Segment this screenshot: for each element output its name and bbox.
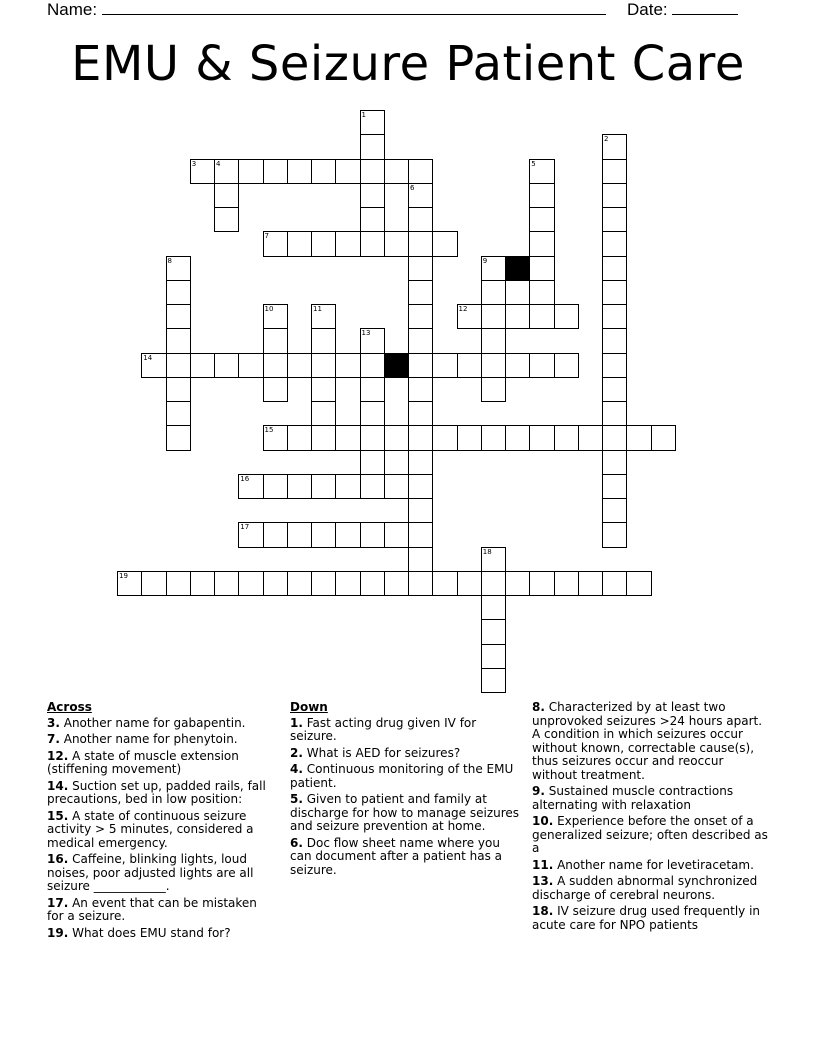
clue-number: 13 bbox=[361, 329, 371, 338]
grid-cell[interactable] bbox=[335, 571, 360, 596]
clue-number: 1 bbox=[361, 111, 366, 119]
grid-cell[interactable] bbox=[529, 207, 554, 232]
grid-cell[interactable] bbox=[311, 231, 336, 256]
grid-cell[interactable] bbox=[287, 474, 312, 499]
grid-cell[interactable] bbox=[408, 159, 433, 184]
grid-cell[interactable] bbox=[360, 110, 385, 135]
grid-cell[interactable] bbox=[141, 571, 166, 596]
grid-cell[interactable] bbox=[360, 401, 385, 426]
down-clue-list-continued bbox=[532, 701, 770, 932]
clue-text: Characterized by at least two unprovoked seizures >24 hours apart. A condition in which seizures occur without known, correctable cause(s), thus seizures occur and reoccur without treatment. bbox=[532, 700, 763, 782]
clue-text: Another name for gabapentin. bbox=[59, 715, 246, 730]
grid-cell[interactable] bbox=[263, 571, 288, 596]
clue-number: 3 bbox=[191, 159, 197, 168]
grid-cell[interactable] bbox=[529, 353, 554, 378]
grid-cell[interactable] bbox=[481, 668, 506, 693]
clue-item bbox=[47, 780, 277, 807]
clue-text: Suction set up, padded rails, fall precautions, bed in low position: bbox=[47, 778, 266, 806]
clue-number: 2. bbox=[290, 745, 303, 760]
clue-number: 2 bbox=[604, 135, 609, 144]
grid-cell[interactable] bbox=[626, 571, 651, 596]
grid-cell[interactable] bbox=[311, 328, 336, 353]
clue-number: 12 bbox=[458, 305, 468, 313]
clue-item bbox=[47, 810, 277, 851]
grid-cell[interactable] bbox=[408, 304, 433, 329]
grid-cell[interactable] bbox=[505, 353, 530, 378]
grid-cell[interactable] bbox=[263, 425, 288, 450]
grid-cell[interactable] bbox=[287, 522, 312, 547]
grid-cell[interactable] bbox=[408, 280, 433, 305]
grid-cell[interactable] bbox=[335, 231, 360, 256]
clue-number: 5. bbox=[290, 792, 303, 806]
grid-cell[interactable] bbox=[311, 353, 336, 378]
clue-text: A state of continuous seizure activity > 5 minutes, considered a medical emergency. bbox=[47, 808, 254, 850]
clue-text: What is AED for seizures? bbox=[302, 745, 461, 760]
grid-cell[interactable] bbox=[408, 256, 433, 281]
clue-item bbox=[532, 875, 770, 902]
down-clues bbox=[290, 701, 522, 880]
grid-cell[interactable] bbox=[287, 353, 312, 378]
clue-item bbox=[290, 717, 522, 744]
grid-cell[interactable] bbox=[602, 207, 627, 232]
grid-cell[interactable] bbox=[238, 353, 263, 378]
grid-cell[interactable] bbox=[360, 522, 385, 547]
clue-number: 9. bbox=[532, 784, 545, 798]
clue-item bbox=[47, 733, 277, 747]
grid-cell[interactable] bbox=[602, 425, 627, 450]
grid-cell[interactable] bbox=[408, 207, 433, 232]
grid-cell[interactable] bbox=[360, 159, 385, 184]
grid-cell[interactable] bbox=[238, 571, 263, 596]
page-title: EMU & Seizure Patient Care bbox=[71, 36, 745, 92]
grid-cell[interactable] bbox=[457, 304, 482, 329]
clue-number: 5 bbox=[531, 159, 536, 168]
grid-cell[interactable] bbox=[529, 304, 554, 329]
grid-cell[interactable] bbox=[408, 353, 433, 378]
down-clue-list bbox=[290, 717, 522, 878]
grid-cell[interactable] bbox=[408, 571, 433, 596]
grid-cell[interactable] bbox=[311, 571, 336, 596]
grid-cell[interactable] bbox=[408, 377, 433, 402]
grid-cell[interactable] bbox=[384, 571, 409, 596]
clue-item bbox=[532, 785, 770, 812]
clue-number: 17. bbox=[47, 895, 69, 910]
grid-cell[interactable] bbox=[263, 474, 288, 499]
grid-cell[interactable] bbox=[505, 425, 530, 450]
grid-cell[interactable] bbox=[335, 522, 360, 547]
grid-cell[interactable] bbox=[141, 353, 166, 378]
clue-number: 8 bbox=[167, 256, 172, 265]
grid-cell[interactable] bbox=[360, 474, 385, 499]
grid-cell[interactable] bbox=[554, 571, 579, 596]
clue-text: Continuous monitoring of the EMU patient. bbox=[290, 762, 514, 790]
clue-text: Doc flow sheet name where you can document after a patient has a seizure. bbox=[290, 835, 502, 877]
grid-cell[interactable] bbox=[166, 425, 191, 450]
grid-cell[interactable] bbox=[481, 256, 506, 281]
grid-cell[interactable] bbox=[408, 183, 433, 208]
clue-number: 18 bbox=[482, 547, 492, 556]
clue-number: 13. bbox=[532, 874, 554, 888]
grid-cell[interactable] bbox=[408, 474, 433, 499]
clue-text: Another name for levetiracetam. bbox=[553, 857, 754, 872]
grid-cell[interactable] bbox=[360, 450, 385, 475]
grid-cell[interactable] bbox=[360, 425, 385, 450]
clue-item bbox=[532, 859, 770, 873]
clue-number: 6 bbox=[410, 183, 415, 192]
across-clue-list bbox=[47, 717, 277, 941]
clue-number: 14. bbox=[47, 778, 69, 793]
grid-cell[interactable] bbox=[481, 425, 506, 450]
grid-cell[interactable] bbox=[360, 134, 385, 159]
grid-cell[interactable] bbox=[360, 183, 385, 208]
clue-number: 4. bbox=[290, 762, 303, 776]
grid-cell[interactable] bbox=[602, 571, 627, 596]
grid-cell[interactable] bbox=[432, 231, 457, 256]
grid-cell[interactable] bbox=[408, 522, 433, 547]
grid-cell[interactable] bbox=[602, 401, 627, 426]
clue-item bbox=[532, 815, 770, 856]
across-heading: Across bbox=[47, 700, 92, 714]
grid-cell[interactable] bbox=[335, 353, 360, 378]
grid-cell[interactable] bbox=[190, 571, 215, 596]
clue-number: 10. bbox=[532, 814, 554, 828]
clue-text: What does EMU stand for? bbox=[68, 925, 231, 940]
grid-cell[interactable] bbox=[214, 159, 239, 184]
clue-text: IV seizure drug used frequently in acute care for NPO patients bbox=[532, 904, 761, 932]
grid-cell[interactable] bbox=[481, 377, 506, 402]
grid-cell[interactable] bbox=[263, 304, 288, 329]
clue-number: 15 bbox=[264, 426, 274, 435]
grid-cell[interactable] bbox=[602, 134, 627, 159]
black-square bbox=[505, 256, 530, 281]
grid-cell[interactable] bbox=[481, 547, 506, 572]
clue-text: Another name for phenytoin. bbox=[59, 732, 238, 746]
clue-number: 8. bbox=[532, 700, 545, 714]
grid-cell[interactable] bbox=[408, 231, 433, 256]
grid-cell[interactable] bbox=[602, 522, 627, 547]
clue-number: 9 bbox=[482, 256, 488, 265]
grid-cell[interactable] bbox=[602, 280, 627, 305]
black-square bbox=[384, 353, 409, 378]
grid-cell[interactable] bbox=[190, 159, 215, 184]
grid-cell[interactable] bbox=[408, 401, 433, 426]
clue-number: 15. bbox=[47, 808, 69, 823]
grid-cell[interactable] bbox=[408, 328, 433, 353]
grid-cell[interactable] bbox=[481, 595, 506, 620]
grid-cell[interactable] bbox=[166, 377, 191, 402]
grid-cell[interactable] bbox=[311, 425, 336, 450]
grid-cell[interactable] bbox=[626, 425, 651, 450]
grid-cell[interactable] bbox=[166, 256, 191, 281]
grid-cell[interactable] bbox=[214, 353, 239, 378]
grid-cell[interactable] bbox=[214, 183, 239, 208]
grid-cell[interactable] bbox=[529, 571, 554, 596]
grid-cell[interactable] bbox=[287, 571, 312, 596]
clue-text: Experience before the onset of a generalized seizure; often described as a bbox=[532, 814, 768, 855]
clue-number: 6. bbox=[290, 835, 303, 850]
grid-cell[interactable] bbox=[360, 231, 385, 256]
clue-item bbox=[47, 853, 277, 894]
grid-cell[interactable] bbox=[602, 474, 627, 499]
grid-cell[interactable] bbox=[311, 377, 336, 402]
grid-cell[interactable] bbox=[408, 547, 433, 572]
grid-cell[interactable] bbox=[602, 159, 627, 184]
clue-number: 7 bbox=[264, 232, 269, 241]
across-clues bbox=[47, 701, 277, 943]
grid-cell[interactable] bbox=[602, 377, 627, 402]
clue-number: 4 bbox=[216, 159, 221, 168]
clue-item bbox=[290, 793, 522, 834]
clue-number: 19 bbox=[119, 571, 128, 580]
grid-cell[interactable] bbox=[384, 231, 409, 256]
clue-number: 12. bbox=[47, 748, 69, 763]
clue-number: 10 bbox=[264, 305, 274, 313]
name-label: Name: bbox=[47, 0, 98, 19]
clue-item bbox=[47, 717, 277, 731]
grid-cell[interactable] bbox=[384, 425, 409, 450]
grid-cell[interactable] bbox=[602, 450, 627, 475]
grid-cell[interactable] bbox=[238, 522, 263, 547]
grid-cell[interactable] bbox=[408, 425, 433, 450]
clue-text: Given to patient and family at discharge for how to manage seizures and seizure prevention at home. bbox=[290, 792, 520, 833]
grid-cell[interactable] bbox=[311, 474, 336, 499]
grid-cell[interactable] bbox=[602, 353, 627, 378]
grid-cell[interactable] bbox=[554, 353, 579, 378]
grid-cell[interactable] bbox=[602, 231, 627, 256]
clue-number: 7. bbox=[47, 732, 60, 746]
clue-text: An event that can be mistaken for a seizure. bbox=[47, 895, 257, 923]
grid-cell[interactable] bbox=[505, 304, 530, 329]
grid-cell[interactable] bbox=[263, 522, 288, 547]
grid-cell[interactable] bbox=[263, 377, 288, 402]
grid-cell[interactable] bbox=[238, 474, 263, 499]
grid-cell[interactable] bbox=[602, 256, 627, 281]
grid-cell[interactable] bbox=[602, 183, 627, 208]
grid-cell[interactable] bbox=[335, 159, 360, 184]
grid-cell[interactable] bbox=[602, 328, 627, 353]
grid-cell[interactable] bbox=[360, 353, 385, 378]
grid-cell[interactable] bbox=[360, 377, 385, 402]
grid-cell[interactable] bbox=[166, 280, 191, 305]
clue-number: 16. bbox=[47, 852, 69, 866]
clue-number: 14 bbox=[143, 353, 153, 362]
grid-cell[interactable] bbox=[360, 207, 385, 232]
grid-cell[interactable] bbox=[360, 328, 385, 353]
clue-text: Sustained muscle contractions alternating with relaxation bbox=[532, 784, 734, 812]
grid-cell[interactable] bbox=[384, 474, 409, 499]
grid-cell[interactable] bbox=[457, 571, 482, 596]
clue-item bbox=[532, 701, 770, 782]
grid-cell[interactable] bbox=[432, 353, 457, 378]
grid-cell[interactable] bbox=[335, 474, 360, 499]
clue-item bbox=[47, 750, 277, 777]
grid-cell[interactable] bbox=[263, 159, 288, 184]
grid-cell[interactable] bbox=[166, 304, 191, 329]
clue-number: 1. bbox=[290, 715, 303, 730]
grid-cell[interactable] bbox=[481, 304, 506, 329]
grid-cell[interactable] bbox=[311, 522, 336, 547]
clue-number: 3. bbox=[47, 715, 60, 730]
grid-cell[interactable] bbox=[384, 159, 409, 184]
grid-cell[interactable] bbox=[311, 159, 336, 184]
grid-cell[interactable] bbox=[117, 571, 142, 596]
clue-number: 17 bbox=[240, 523, 250, 532]
grid-cell[interactable] bbox=[287, 231, 312, 256]
grid-cell[interactable] bbox=[651, 425, 676, 450]
grid-cell[interactable] bbox=[481, 353, 506, 378]
grid-cell[interactable] bbox=[481, 619, 506, 644]
grid-cell[interactable] bbox=[311, 304, 336, 329]
grid-cell[interactable] bbox=[481, 571, 506, 596]
grid-cell[interactable] bbox=[166, 328, 191, 353]
grid-cell[interactable] bbox=[481, 328, 506, 353]
grid-cell[interactable] bbox=[287, 159, 312, 184]
clue-number: 11. bbox=[532, 857, 554, 872]
grid-cell[interactable] bbox=[190, 353, 215, 378]
grid-cell[interactable] bbox=[263, 353, 288, 378]
grid-cell[interactable] bbox=[529, 159, 554, 184]
grid-cell[interactable] bbox=[554, 425, 579, 450]
grid-cell[interactable] bbox=[602, 498, 627, 523]
grid-cell[interactable] bbox=[505, 571, 530, 596]
date-label: Date: bbox=[627, 0, 668, 19]
grid-cell[interactable] bbox=[214, 571, 239, 596]
grid-cell[interactable] bbox=[529, 231, 554, 256]
grid-cell[interactable] bbox=[408, 498, 433, 523]
grid-cell[interactable] bbox=[481, 644, 506, 669]
grid-cell[interactable] bbox=[457, 425, 482, 450]
grid-cell[interactable] bbox=[214, 207, 239, 232]
grid-cell[interactable] bbox=[263, 231, 288, 256]
down-clues-continued bbox=[532, 701, 770, 935]
clue-item bbox=[290, 747, 522, 761]
grid-cell[interactable] bbox=[554, 304, 579, 329]
grid-cell[interactable] bbox=[238, 159, 263, 184]
grid-cell[interactable] bbox=[335, 425, 360, 450]
grid-cell[interactable] bbox=[360, 571, 385, 596]
grid-cell[interactable] bbox=[529, 183, 554, 208]
grid-cell[interactable] bbox=[529, 256, 554, 281]
clue-item bbox=[47, 927, 277, 941]
grid-cell[interactable] bbox=[384, 522, 409, 547]
clue-text: A state of muscle extension (stiffening movement) bbox=[47, 748, 239, 776]
clue-text: Fast acting drug given IV for seizure. bbox=[290, 715, 477, 743]
grid-cell[interactable] bbox=[529, 425, 554, 450]
grid-cell[interactable] bbox=[432, 571, 457, 596]
grid-cell[interactable] bbox=[166, 571, 191, 596]
clue-text: Caffeine, blinking lights, loud noises, poor adjusted lights are all seizure ____________. bbox=[47, 852, 254, 893]
grid-cell[interactable] bbox=[432, 425, 457, 450]
down-heading: Down bbox=[290, 700, 328, 714]
grid-cell[interactable] bbox=[481, 280, 506, 305]
clue-item bbox=[290, 763, 522, 790]
grid-cell[interactable] bbox=[529, 280, 554, 305]
clue-item bbox=[532, 905, 770, 932]
grid-cell[interactable] bbox=[408, 450, 433, 475]
grid-cell[interactable] bbox=[457, 353, 482, 378]
grid-cell[interactable] bbox=[602, 304, 627, 329]
grid-cell[interactable] bbox=[263, 328, 288, 353]
grid-cell[interactable] bbox=[287, 425, 312, 450]
grid-cell[interactable] bbox=[311, 401, 336, 426]
clue-item bbox=[290, 837, 522, 878]
clue-text: A sudden abnormal synchronized discharge of cerebral neurons. bbox=[532, 874, 758, 902]
clue-number: 16 bbox=[240, 474, 250, 483]
clue-number: 11 bbox=[313, 305, 322, 313]
grid-cell[interactable] bbox=[166, 401, 191, 426]
grid-cell[interactable] bbox=[578, 425, 603, 450]
clue-number: 18. bbox=[532, 904, 554, 918]
clue-item bbox=[47, 897, 277, 924]
clue-number: 19. bbox=[47, 925, 69, 940]
grid-cell[interactable] bbox=[166, 353, 191, 378]
grid-cell[interactable] bbox=[578, 571, 603, 596]
